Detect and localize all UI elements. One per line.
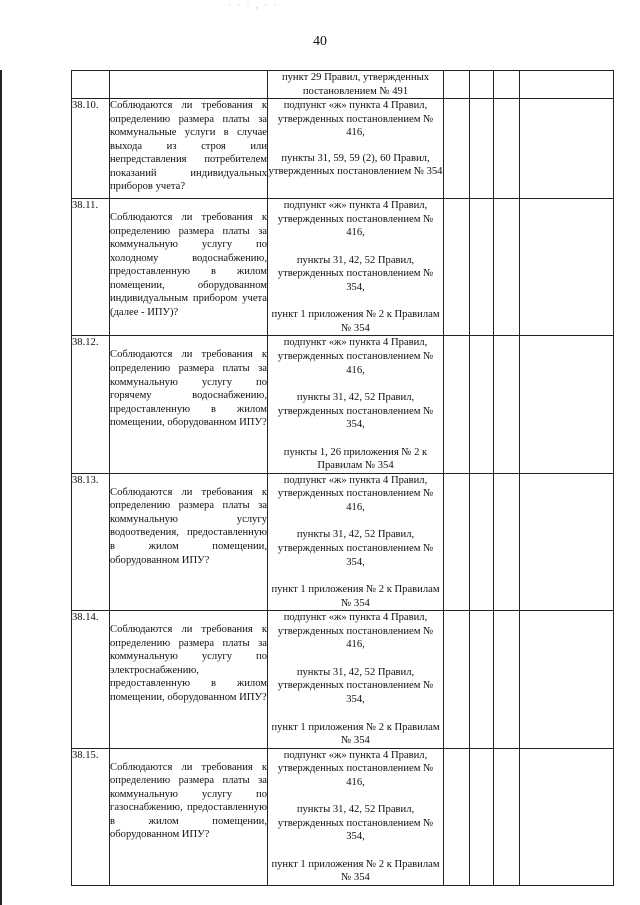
- legal-reference-cell: [268, 748, 444, 885]
- item-number-cell: [72, 71, 110, 99]
- item-number: 38.10.: [72, 99, 110, 199]
- answer-no-cell[interactable]: [470, 199, 494, 336]
- table-row: [72, 473, 614, 610]
- legal-reference-cell: [268, 99, 444, 199]
- legal-reference: пункты 31, 42, 52 Правил, утвержденных постановлением № 354,: [277, 254, 434, 293]
- requirement-cell: [110, 199, 268, 336]
- answer-no-cell[interactable]: [470, 611, 494, 748]
- requirement-cell: [110, 336, 268, 473]
- item-number: 38.14.: [72, 611, 110, 748]
- page-number: 40: [313, 34, 327, 49]
- legal-reference-cell: [268, 336, 444, 473]
- requirement-cell: [110, 611, 268, 748]
- answer-na-cell[interactable]: [494, 99, 520, 199]
- answer-yes-cell[interactable]: [444, 99, 470, 199]
- table-row: [72, 71, 614, 99]
- requirement-text: Соблюдаются ли требования к определению размера платы за коммунальную услугу водоотведения, предоставленную в жилом помещении, оборудованном ИПУ?: [110, 486, 267, 566]
- answer-na-cell[interactable]: [494, 336, 520, 473]
- answer-na-cell[interactable]: [494, 71, 520, 99]
- answer-no-cell[interactable]: [470, 71, 494, 99]
- requirement-cell: [110, 748, 268, 885]
- table-row: [72, 748, 614, 885]
- notes-cell[interactable]: [520, 748, 614, 885]
- legal-reference: пункты 31, 42, 52 Правил, утвержденных постановлением № 354,: [277, 804, 434, 843]
- answer-na-cell[interactable]: [494, 748, 520, 885]
- requirement-cell: [110, 71, 268, 99]
- requirement-text: Соблюдаются ли требования к определению размера платы за коммунальную услугу по холодному водоснабжению, предоставленную в жилом помещении, оборудованном индивидуальным прибором учета (далее - ИПУ)?: [110, 212, 267, 318]
- legal-reference-cell: [268, 473, 444, 610]
- legal-reference: подпункт «ж» пункта 4 Правил, утвержденных постановлением № 416,: [277, 749, 434, 788]
- legal-reference: пункты 31, 42, 52 Правил, утвержденных постановлением № 354,: [277, 666, 434, 705]
- table-row: [72, 99, 614, 199]
- legal-reference: пункт 1 приложения № 2 к Правилам № 354: [271, 858, 440, 884]
- legal-reference: подпункт «ж» пункта 4 Правил, утвержденных постановлением № 416,: [277, 612, 434, 651]
- requirement-cell: [110, 473, 268, 610]
- legal-reference: пункт 1 приложения № 2 к Правилам № 354: [271, 309, 440, 334]
- requirement-text: Соблюдаются ли требования к определению размера платы за коммунальную услугу по газоснабжению, предоставленную в жилом помещении, оборудованном ИПУ?: [110, 761, 267, 841]
- legal-reference-cell: [268, 611, 444, 748]
- scan-mark: · · · , · ·: [228, 0, 279, 10]
- legal-reference: пункт 1 приложения № 2 к Правилам № 354: [271, 721, 440, 747]
- answer-yes-cell[interactable]: [444, 473, 470, 610]
- requirement-cell: [110, 99, 268, 199]
- answer-na-cell[interactable]: [494, 473, 520, 610]
- requirement-text: Соблюдаются ли требования к определению размера платы за коммунальную услугу по электроснабжению, предоставленную в жилом помещении, оборудованном ИПУ?: [110, 624, 267, 703]
- notes-cell[interactable]: [520, 336, 614, 473]
- item-number: 38.11.: [72, 199, 110, 336]
- answer-na-cell[interactable]: [494, 611, 520, 748]
- table-row: [72, 199, 614, 336]
- item-number: 38.13.: [72, 473, 110, 610]
- legal-reference-cell: [268, 71, 444, 99]
- answer-na-cell[interactable]: [494, 199, 520, 336]
- notes-cell[interactable]: [520, 71, 614, 99]
- answer-yes-cell[interactable]: [444, 199, 470, 336]
- notes-cell[interactable]: [520, 199, 614, 336]
- checklist-table: [71, 70, 614, 886]
- legal-reference: пункт 1 приложения № 2 к Правилам № 354: [271, 584, 440, 609]
- legal-reference: пункты 31, 59, 59 (2), 60 Правил, утвержденных постановлением № 354: [268, 152, 443, 178]
- legal-reference: подпункт «ж» пункта 4 Правил, утвержденных постановлением № 416,: [277, 337, 434, 376]
- table-row: [72, 611, 614, 748]
- answer-no-cell[interactable]: [470, 473, 494, 610]
- answer-yes-cell[interactable]: [444, 336, 470, 473]
- answer-no-cell[interactable]: [470, 336, 494, 473]
- table-row: [72, 336, 614, 473]
- notes-cell[interactable]: [520, 611, 614, 748]
- answer-no-cell[interactable]: [470, 748, 494, 885]
- item-number: 38.12.: [72, 336, 110, 473]
- answer-yes-cell[interactable]: [444, 748, 470, 885]
- answer-yes-cell[interactable]: [444, 611, 470, 748]
- item-number: 38.15.: [72, 748, 110, 885]
- legal-reference: пункт 29 Правил, утвержденных постановлением № 491: [281, 72, 430, 97]
- legal-reference: пункты 31, 42, 52 Правил, утвержденных постановлением № 354,: [277, 392, 434, 431]
- legal-reference: пункты 1, 26 приложения № 2 к Правилам № 354: [283, 446, 428, 472]
- legal-reference: подпункт «ж» пункта 4 Правил, утвержденных постановлением № 416,: [277, 100, 434, 139]
- requirement-text: Соблюдаются ли требования к определению размера платы за коммунальную услугу по горячему водоснабжению, предоставленную в жилом помещении, оборудованном ИПУ?: [110, 349, 267, 429]
- legal-reference: подпункт «ж» пункта 4 Правил, утвержденных постановлением № 416,: [277, 474, 434, 513]
- answer-yes-cell[interactable]: [444, 71, 470, 99]
- notes-cell[interactable]: [520, 473, 614, 610]
- legal-reference-cell: [268, 199, 444, 336]
- scan-edge-line: [0, 70, 2, 905]
- legal-reference: пункты 31, 42, 52 Правил, утвержденных постановлением № 354,: [277, 529, 434, 568]
- requirement-text: Соблюдаются ли требования к определению размера платы за коммунальные услуги в случае выхода из строя или непредставления потребителем показаний индивидуальных приборов учета?: [110, 100, 267, 193]
- notes-cell[interactable]: [520, 99, 614, 199]
- answer-no-cell[interactable]: [470, 99, 494, 199]
- legal-reference: подпункт «ж» пункта 4 Правил, утвержденных постановлением № 416,: [277, 200, 434, 239]
